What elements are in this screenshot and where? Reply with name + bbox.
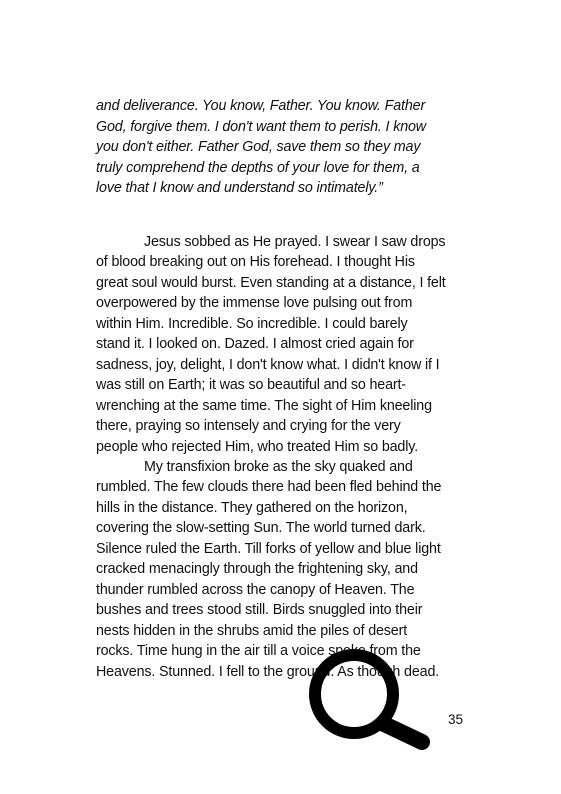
body-line: within Him. Incredible. So incredible. I could barely: [96, 315, 408, 332]
quote-line: you don't either. Father God, save them so they may: [96, 139, 421, 155]
body-line: covering the slow-setting Sun. The world turned dark.: [96, 520, 426, 537]
body-line: of blood breaking out on His forehead. I thought His: [96, 254, 415, 271]
body-line: bushes and trees stood still. Birds snuggled into their: [96, 602, 423, 619]
body-line: great soul would burst. Even standing at a distance, I felt: [96, 274, 446, 291]
body-line: hills in the distance. They gathered on the horizon,: [96, 499, 408, 516]
magnifier-handle: [384, 724, 422, 742]
quote-line: love that I know and understand so intimately.”: [96, 180, 383, 196]
paragraph-first-line: My transfixion broke as the sky quaked and: [144, 458, 413, 475]
body-line: nests hidden in the shrubs amid the piles of desert: [96, 622, 408, 639]
body-line: overpowered by the immense love pulsing out from: [96, 295, 413, 312]
body-text: [96, 232, 468, 682]
page-number: 35: [448, 712, 464, 727]
body-line: rocks. Time hung in the air till a voice spoke from the: [96, 643, 421, 660]
body-line: sadness, joy, delight, I don't know what. I didn't know if I: [96, 356, 440, 373]
body-line: there, praying so intensely and crying for the very: [96, 418, 401, 435]
paragraph-first-line: Jesus sobbed as He prayed. I swear I saw drops: [144, 234, 446, 250]
body-line: cracked menacingly through the frightening sky, and: [96, 561, 418, 578]
quote-line: and deliverance. You know, Father. You know. Father: [96, 98, 426, 114]
quote-paragraph: [96, 96, 468, 199]
quote-line: truly comprehend the depths of your love for them, a: [96, 159, 420, 176]
body-line: wrenching at the same time. The sight of Him kneeling: [96, 397, 432, 414]
quote-line: God, forgive them. I don't want them to perish. I know: [96, 118, 426, 135]
body-line: rumbled. The few clouds there had been fled behind the: [96, 479, 442, 496]
body-line: Silence ruled the Earth. Till forks of yellow and blue light: [96, 540, 441, 557]
body-line: thunder rumbled across the canopy of Heaven. The: [96, 581, 415, 598]
body-line: Heavens. Stunned. I fell to the ground. As though dead.: [96, 663, 440, 680]
magnifier-icon[interactable]: [300, 640, 440, 752]
body-line: stand it. I looked on. Dazed. I almost cried again for: [96, 336, 414, 353]
body-line: was still on Earth; it was so beautiful and so heart-: [96, 377, 406, 394]
body-line: people who rejected Him, who treated Him so badly.: [96, 438, 419, 455]
